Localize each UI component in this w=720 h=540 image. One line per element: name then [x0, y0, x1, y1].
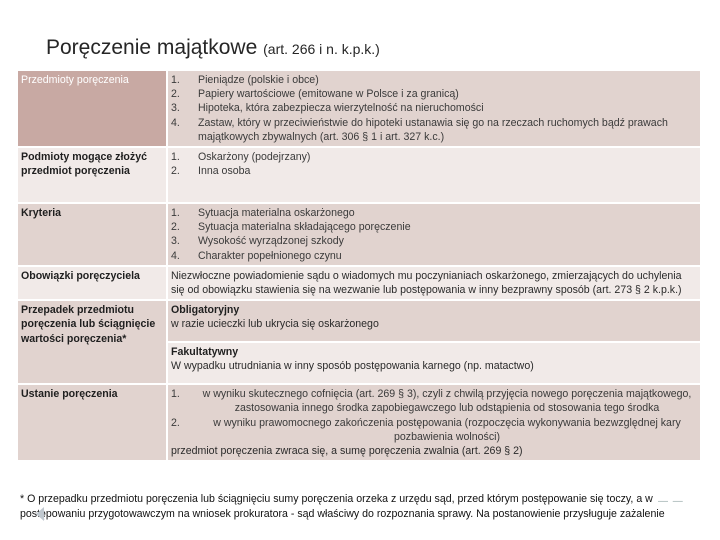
list-item: 2. Papiery wartościowe (emitowane w Polsce i za granicą) [171, 88, 459, 101]
content-podmioty [167, 147, 700, 203]
list-item: 4. Charakter popełnionego czynu [171, 249, 342, 262]
label-ustanie: Ustanie poręczenia [18, 384, 167, 460]
list-item: 1. Oskarżony (podejrzany) [171, 151, 311, 164]
content-obowiazki: Niezwłoczne powiadomienie sądu o wiadomych mu poczynianiach oskarżonego, zmierzających do uchylenia się od obowiązku stawienia się na wezwanie lub postępowania w inny bezprawny sposób (art. 273 § 2 k.p.k.) [167, 266, 700, 300]
obligatory-title: Obligatoryjny [171, 304, 240, 317]
page-title [46, 36, 380, 60]
label-obowiazki: Obowiązki poręczyciela [18, 266, 167, 300]
list-item: 3. Hipoteka, która zabezpiecza wierzytelność na nieruchomości [171, 102, 484, 115]
obligatory-text: w razie ucieczki lub ukrycia się oskarżonego [171, 318, 379, 331]
list-item: 1. Sytuacja materialna oskarżonego [171, 207, 355, 220]
list-item: 1. w wyniku skutecznego cofnięcia (art. 269 § 3), czyli z chwilą przyjęcia nowego poręczenia majątkowego, zastosowania innego środka zapobiegawczego lub odstąpienia od stosowania tego środka [171, 388, 692, 415]
list-item: 4. Zastaw, który w przeciwieństwie do hipoteki ustanawia się go na rzeczach ruchomych bądź prawach majątkowych zbywalnych (art. 306 § 1 i art. 327 k.c.) [171, 116, 668, 143]
content-kryteria [167, 203, 700, 266]
row-podmioty [18, 147, 700, 203]
label-przedmioty: Przedmioty poręczenia [18, 71, 167, 147]
content-ustanie [167, 384, 700, 460]
label-kryteria: Kryteria [18, 203, 167, 266]
title-main: Poręczenie majątkowe [46, 36, 258, 59]
facultative-text: W wypadku utrudniania w inny sposób postępowania karnego (np. matactwo) [171, 360, 534, 373]
slide-nav-icon [36, 507, 44, 521]
footnote: * O przepadku przedmiotu poręczenia lub ściągnięciu sumy poręczenia orzeka z urzędu sąd, przed którym postępowanie się toczy, a w postępowaniu przygotowawczym na wniosek prokuratora - sąd właściwy do rozpoznania sprawy. Na postanowienie przysługuje zażalenie [20, 493, 665, 520]
row-przedmioty [18, 71, 700, 147]
list-item: 2. Inna osoba [171, 165, 251, 178]
row-obowiazki [18, 266, 700, 300]
guarantee-table [18, 71, 700, 460]
row-kryteria [18, 203, 700, 266]
list-item: 1. Pieniądze (polskie i obce) [171, 74, 319, 86]
list-item: 3. Wysokość wyrządzonej szkody [171, 235, 344, 248]
label-podmioty: Podmioty mogące złożyć przedmiot poręczenia [18, 147, 167, 203]
ustanie-closing: przedmiot poręczenia zwraca się, a sumę poręczenia zwalnia (art. 269 § 2) [171, 445, 523, 458]
content-przepadek-obligatory [167, 300, 700, 342]
list-item: 2. Sytuacja materialna składającego poręczenie [171, 221, 411, 234]
content-przepadek-facultative [167, 342, 700, 384]
facultative-title: Fakultatywny [171, 346, 239, 359]
title-subtitle: (art. 266 i n. k.p.k.) [263, 41, 380, 57]
content-przedmioty [167, 71, 700, 147]
row-przepadek-obligatory [18, 300, 700, 342]
label-przepadek: Przepadek przedmiotu poręczenia lub ściągnięcie wartości poręczenia* [18, 300, 167, 384]
decorative-dashes: — — [658, 496, 684, 507]
list-item: 2. w wyniku prawomocnego zakończenia postępowania (rozpoczęcia wykonywania bezwzględnej kary pozbawienia wolności) [171, 416, 681, 443]
row-ustanie [18, 384, 700, 460]
